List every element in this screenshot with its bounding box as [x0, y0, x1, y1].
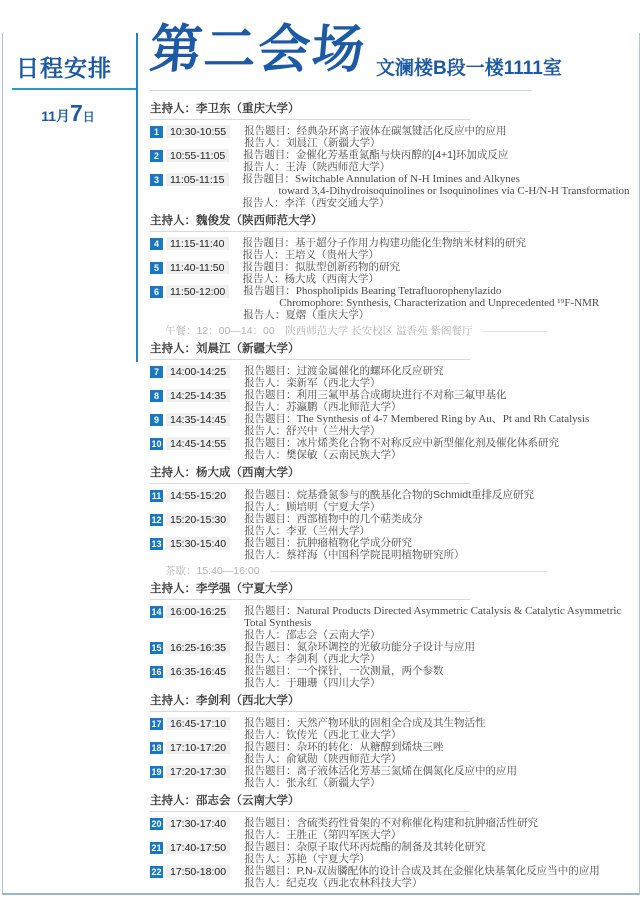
talk-title — [244, 717, 486, 729]
talk-body — [244, 437, 559, 461]
talk-body — [244, 389, 507, 413]
talk-number-badge: 3 — [150, 174, 163, 186]
talk-speaker-name: 纪克攻（西北农林科技大学） — [286, 877, 423, 889]
talk-speaker-label: 报告人： — [242, 249, 285, 261]
talk-time: 14:25-14:35 — [166, 389, 230, 402]
schedule-list — [150, 97, 632, 889]
chair-name: 李卫东（重庆大学） — [196, 103, 300, 115]
talk-number-badge: 17 — [151, 718, 162, 729]
chair-label: 主持人： — [150, 215, 196, 227]
talk-speaker — [244, 829, 538, 841]
talk-time: 14:55-15:20 — [166, 489, 230, 502]
talk-title-label: 报告题目： — [243, 285, 296, 297]
date-day-suffix: 日 — [82, 110, 95, 124]
talk-speaker-name: 夏熠（重庆大学） — [285, 309, 370, 321]
chair-name: 魏俊发（陕西师范大学） — [196, 215, 323, 227]
talk-speaker-name: 樊保敏（云南民族大学） — [286, 449, 402, 461]
talk-title — [244, 437, 559, 449]
talk-speaker — [243, 161, 508, 173]
talk-speaker — [244, 853, 486, 865]
talk-speaker-name: 李亚（兰州大学） — [286, 525, 371, 537]
talk-speaker-label: 报告人： — [244, 449, 287, 461]
talk-time: 14:45-14:55 — [166, 437, 230, 450]
talk-title — [244, 605, 632, 629]
talk-speaker-name: 苏艳（宁夏大学） — [286, 853, 371, 865]
talk-row — [150, 665, 632, 689]
talk-row — [150, 389, 632, 413]
talk-speaker-name: 邵志会（云南大学） — [286, 629, 381, 641]
talk-speaker-label: 报告人： — [242, 273, 285, 285]
session-chair-row — [150, 795, 632, 808]
talk-title-text: 氮杂环调控的光敏功能分子设计与应用 — [296, 641, 476, 653]
talk-speaker — [244, 677, 444, 689]
talk-title-text: 经典杂环离子液体在碳氢键活化反应中的应用 — [296, 125, 507, 137]
talk-title-label: 报告题目： — [244, 389, 297, 401]
talk-title — [244, 413, 589, 425]
talk-title-text: 一个探针，一次测量，两个参数 — [296, 665, 444, 677]
talk-row — [150, 717, 632, 741]
talk-number-badge: 11 — [151, 490, 162, 501]
talk-title — [243, 285, 599, 297]
talk-speaker-name: 舒兴中（兰州大学） — [286, 425, 381, 437]
talk-title — [244, 537, 465, 549]
talk-time: 17:50-18:00 — [166, 865, 230, 878]
talk-title — [244, 765, 517, 777]
talk-speaker-label: 报告人： — [244, 629, 287, 641]
session-chair-row — [150, 583, 632, 596]
talk-speaker-label: 报告人： — [244, 829, 287, 841]
talk-title — [244, 741, 444, 753]
talk-title — [244, 389, 507, 401]
talk-title-label: 报告题目： — [244, 513, 297, 525]
talk-row — [150, 513, 632, 537]
talk-title-text: 离子液体活化芳基三氮烯在偶氮化反应中的应用 — [296, 765, 518, 777]
talk-number-badge: 2 — [150, 150, 163, 162]
talk-speaker-name: 王胜正（第四军医大学） — [286, 829, 402, 841]
talk-title-text: 基于超分子作用力构建功能化生物纳米材料的研究 — [295, 237, 526, 249]
talk-title-text: Natural Products Directed Asymmetric Catalysis & Catalytic Asymmetric Total Synthesis — [244, 605, 622, 629]
talk-number-badge: 22 — [151, 866, 162, 877]
talk-speaker-label: 报告人： — [244, 137, 287, 149]
talk-title-label: 报告题目： — [244, 865, 297, 877]
talk-number-badge: 21 — [151, 842, 162, 853]
talk-time: 17:40-17:50 — [166, 841, 230, 854]
talk-body — [244, 413, 589, 437]
session-divider — [150, 599, 470, 600]
talk-time: 17:20-17:30 — [166, 765, 230, 778]
talk-body — [244, 365, 444, 389]
talk-speaker — [244, 549, 465, 561]
talk-title-text: 过渡金属催化的螺环化反应研究 — [296, 365, 444, 377]
talk-row — [150, 437, 632, 461]
talk-time: 16:25-16:35 — [166, 641, 230, 654]
talk-number-badge: 14 — [151, 606, 162, 617]
talk-row — [150, 605, 632, 641]
vertical-divider — [136, 33, 138, 362]
talk-speaker — [244, 877, 600, 889]
talk-title — [243, 237, 527, 249]
talk-speaker-label: 报告人： — [244, 401, 287, 413]
break-row — [150, 565, 547, 577]
talk-time: 16:00-16:25 — [166, 605, 230, 618]
talk-number-badge: 8 — [150, 390, 163, 402]
talk-speaker-name: 于珊珊（四川大学） — [286, 677, 381, 689]
talk-number-badge: 10 — [151, 438, 162, 449]
break-divider — [482, 331, 547, 332]
session-chair-row — [150, 695, 632, 708]
talk-speaker — [244, 629, 632, 641]
date-month: 11月 — [41, 108, 70, 124]
talk-speaker-label: 报告人： — [242, 197, 285, 209]
talk-time: 10:55-11:05 — [166, 149, 229, 162]
talk-speaker-label: 报告人： — [243, 309, 286, 321]
talk-number-badge: 19 — [151, 766, 162, 777]
talk-speaker — [243, 309, 599, 321]
session-divider — [150, 811, 470, 812]
talk-row — [150, 865, 632, 889]
talk-body — [244, 641, 475, 665]
talk-speaker — [244, 377, 444, 389]
talk-row — [150, 237, 632, 261]
talk-speaker-name: 栾新军（西北大学） — [286, 377, 381, 389]
talk-title — [243, 173, 630, 185]
talk-body — [244, 865, 600, 889]
talk-row — [150, 125, 632, 149]
talk-title-text: Switchable Annulation of N-H Imines and Alkynes — [295, 173, 520, 185]
talk-row — [150, 413, 632, 437]
talk-body — [243, 173, 630, 209]
talk-title-label: 报告题目： — [244, 841, 297, 853]
talk-speaker-label: 报告人： — [244, 853, 287, 865]
talk-row — [150, 817, 632, 841]
talk-speaker-name: 苏瀛鹏（西北师范大学） — [286, 401, 402, 413]
talk-number-badge: 5 — [150, 262, 163, 274]
talk-title — [244, 841, 486, 853]
talk-title-continuation: toward 3,4-Dihydroisoquinolines or Isoquinolines via C-H/N-H Transformation — [278, 185, 630, 197]
talk-speaker-label: 报告人： — [244, 653, 287, 665]
talk-title-label: 报告题目： — [244, 741, 297, 753]
talk-speaker — [244, 501, 534, 513]
talk-number-badge: 13 — [151, 538, 162, 549]
talk-speaker — [244, 653, 475, 665]
talk-speaker — [244, 137, 507, 149]
talk-title-text: 利用三氟甲基合成砌块进行不对称三氟甲基化 — [296, 389, 507, 401]
talk-speaker-label: 报告人： — [244, 425, 287, 437]
talk-row — [150, 537, 632, 561]
talk-body — [244, 605, 632, 641]
session-divider — [150, 483, 470, 484]
talk-speaker — [243, 273, 401, 285]
date-day: 7 — [70, 100, 83, 126]
chair-label: 主持人： — [150, 467, 196, 479]
session-divider — [150, 359, 470, 360]
talk-title-label: 报告题目： — [244, 765, 297, 777]
session-chair-row — [150, 467, 632, 480]
talk-title-label: 报告题目： — [244, 365, 297, 377]
talk-row — [150, 261, 632, 285]
break-label: 午餐：12：00—14：00 陕西师范大学 长安校区 溢香苑 紫阁餐厅 — [165, 325, 473, 337]
talk-row — [150, 641, 632, 665]
talk-title-text: 天然产物环肽的固相全合成及其生物活性 — [296, 717, 486, 729]
talk-time: 11:50-12:00 — [166, 285, 229, 298]
talk-number-badge: 4 — [150, 238, 163, 250]
talk-number-badge: 16 — [151, 666, 162, 677]
talk-number-badge: 6 — [150, 286, 163, 298]
talk-title-label: 报告题目： — [244, 437, 297, 449]
talk-title — [243, 261, 401, 273]
talk-speaker-name: 王涛（陕西师范大学） — [285, 161, 391, 173]
talk-body — [244, 125, 507, 149]
talk-time: 15:20-15:30 — [166, 513, 230, 526]
talk-title — [244, 641, 475, 653]
talk-time: 16:35-16:45 — [166, 665, 230, 678]
talk-row — [150, 741, 632, 765]
talk-title-text: 杂原子取代环丙烷酯的制备及其转化研究 — [296, 841, 486, 853]
talk-speaker-name: 杨大成（西南大学） — [284, 273, 379, 285]
header — [147, 0, 634, 90]
talk-body — [244, 513, 423, 537]
talk-title-label: 报告题目： — [244, 665, 297, 677]
talk-speaker-label: 报告人： — [244, 753, 287, 765]
talk-title-label: 报告题目： — [244, 817, 297, 829]
talk-number-badge: 1 — [150, 126, 163, 138]
talk-speaker — [243, 197, 630, 209]
talk-speaker-name: 李剑利（西北大学） — [286, 653, 381, 665]
talk-number-badge: 15 — [151, 642, 162, 653]
talk-title-label: 报告题目： — [244, 717, 297, 729]
talk-number-badge: 12 — [151, 514, 162, 525]
talk-time: 11:40-11:50 — [166, 261, 229, 274]
talk-speaker — [244, 753, 444, 765]
talk-speaker-name: 王培义（贵州大学） — [284, 249, 379, 261]
talk-title-text: P,N-双齿膦配体的设计合成及其在金催化炔基氧化反应当中的应用 — [296, 865, 600, 877]
session-chair-row — [150, 343, 632, 356]
talk-body — [244, 717, 486, 741]
talk-title-label: 报告题目： — [244, 413, 297, 425]
session-divider — [150, 711, 470, 712]
chair-name: 杨大成（西南大学） — [196, 467, 300, 479]
talk-title — [244, 865, 600, 877]
talk-number-badge: 18 — [151, 742, 162, 753]
talk-title-label: 报告题目： — [242, 237, 295, 249]
talk-title-label: 报告题目： — [244, 537, 297, 549]
talk-speaker — [244, 525, 423, 537]
talk-number-badge: 7 — [150, 366, 163, 378]
sidebar-divider — [12, 88, 136, 90]
talk-time: 17:30-17:40 — [166, 817, 230, 830]
talk-speaker — [244, 777, 517, 789]
talk-title-label: 报告题目： — [244, 125, 297, 137]
break-label: 茶歇：15:40—16:00 — [165, 565, 260, 577]
talk-title — [244, 365, 444, 377]
chair-label: 主持人： — [150, 795, 196, 807]
talk-body — [244, 489, 534, 513]
talk-speaker-label: 报告人： — [244, 777, 287, 789]
talk-title-text: 西部植物中的几个萜类成分 — [296, 513, 423, 525]
talk-title-text: 冰片烯类化合物不对称反应中新型催化剂及催化体系研究 — [296, 437, 560, 449]
talk-speaker — [244, 425, 589, 437]
talk-speaker-label: 报告人： — [243, 161, 286, 173]
talk-speaker-label: 报告人： — [244, 525, 287, 537]
talk-time: 14:35-14:45 — [166, 413, 230, 426]
talk-body — [243, 261, 401, 285]
talk-speaker — [244, 401, 507, 413]
talk-title-text: 含硫类药性骨架的不对称催化构建和抗肿瘤活性研究 — [296, 817, 539, 829]
talk-speaker-name: 刘晨江（新疆大学） — [286, 137, 381, 149]
talk-title — [244, 513, 423, 525]
talk-title-label: 报告题目： — [244, 489, 297, 501]
talk-title-text: Phospholipids Bearing Tetrafluorophenylazido — [295, 285, 502, 297]
talk-time: 15:30-15:40 — [166, 537, 230, 550]
talk-title — [244, 665, 444, 677]
date-label — [0, 100, 136, 127]
talk-title-label: 报告题目： — [244, 641, 297, 653]
talk-title — [244, 489, 534, 501]
chair-label: 主持人： — [150, 103, 196, 115]
talk-title — [243, 149, 508, 161]
venue-title: 第二会场 — [147, 21, 369, 79]
talk-title-label: 报告题目： — [242, 261, 295, 273]
session-divider — [150, 231, 470, 232]
talk-body — [244, 741, 444, 765]
talk-title-text: 拟肽型创新药物的研究 — [295, 261, 400, 273]
talk-row — [150, 765, 632, 789]
talk-speaker-label: 报告人： — [244, 501, 287, 513]
talk-body — [244, 765, 517, 789]
talk-body — [243, 149, 508, 173]
chair-name: 刘晨江（新疆大学） — [196, 343, 300, 355]
talk-title-text: 杂环的转化：从糖醇到烯炔三唑 — [296, 741, 444, 753]
chair-name: 李剑利（西北大学） — [196, 695, 300, 707]
chair-name: 李学强（宁夏大学） — [196, 583, 300, 595]
talk-title-text: 金催化芳基重氮酯与炔丙醇的[4+1]环加成反应 — [295, 149, 509, 161]
talk-title — [244, 125, 507, 137]
talk-speaker-label: 报告人： — [244, 377, 287, 389]
break-divider — [270, 571, 547, 572]
break-row — [150, 325, 547, 337]
talk-title-label: 报告题目： — [244, 605, 297, 617]
talk-speaker-label: 报告人： — [244, 677, 287, 689]
talk-time: 11:05-11:15 — [166, 173, 229, 186]
header-divider — [150, 90, 532, 91]
talk-title-text: 抗肿瘤植物化学成分研究 — [296, 537, 413, 549]
talk-speaker — [244, 729, 486, 741]
talk-body — [244, 665, 444, 689]
page-title: 日程安排 — [16, 55, 112, 81]
talk-speaker-label: 报告人： — [244, 729, 287, 741]
talk-row — [150, 841, 632, 865]
talk-body — [243, 285, 599, 321]
talk-row — [150, 285, 632, 321]
session-divider — [150, 119, 470, 120]
talk-time: 14:00-14:25 — [166, 365, 230, 378]
chair-label: 主持人： — [150, 695, 196, 707]
talk-speaker-label: 报告人： — [244, 549, 287, 561]
chair-name: 邵志会（云南大学） — [196, 795, 300, 807]
talk-title — [244, 817, 538, 829]
talk-number-badge: 9 — [150, 414, 163, 426]
talk-speaker-name: 钦传光（西北工业大学） — [286, 729, 402, 741]
talk-time: 11:15-11:40 — [166, 237, 229, 250]
talk-number-badge: 20 — [151, 818, 162, 829]
session-chair-row — [150, 215, 632, 228]
talk-title-label: 报告题目： — [243, 149, 296, 161]
talk-speaker-name: 俞斌勋（陕西师范大学） — [286, 753, 402, 765]
talk-body — [244, 817, 538, 841]
talk-row — [150, 173, 632, 209]
talk-speaker-name: 张永红（新疆大学） — [286, 777, 381, 789]
talk-time: 17:10-17:20 — [166, 741, 230, 754]
chair-label: 主持人： — [150, 343, 196, 355]
talk-speaker — [244, 449, 559, 461]
talk-body — [244, 841, 486, 865]
talk-time: 16:45-17:10 — [166, 717, 230, 730]
session-chair-row — [150, 103, 632, 116]
talk-speaker-label: 报告人： — [244, 877, 287, 889]
talk-body — [244, 537, 465, 561]
talk-speaker-name: 李洋（西安交通大学） — [284, 197, 390, 209]
talk-row — [150, 365, 632, 389]
chair-label: 主持人： — [150, 583, 196, 595]
talk-title-text: 烷基叠氮参与的酰基化合物的Schmidt重排反应研究 — [296, 489, 534, 501]
room-label: 文澜楼B段一楼1111室 — [376, 58, 562, 79]
talk-title-label: 报告题目： — [242, 173, 295, 185]
talk-title-text: The Synthesis of 4-7 Membered Ring by Au、Pt and Rh Catalysis — [296, 413, 590, 425]
talk-speaker-name: 蔡祥海（中国科学院昆明植物研究所） — [286, 549, 465, 561]
talk-speaker — [243, 249, 527, 261]
talk-time: 10:30-10:55 — [166, 125, 230, 138]
talk-body — [243, 237, 527, 261]
talk-speaker-name: 顾培明（宁夏大学） — [286, 501, 381, 513]
talk-row — [150, 489, 632, 513]
talk-title-continuation: Chromophore: Synthesis, Characterization and Unprecedented ¹⁹F-NMR — [279, 297, 600, 309]
talk-row — [150, 149, 632, 173]
